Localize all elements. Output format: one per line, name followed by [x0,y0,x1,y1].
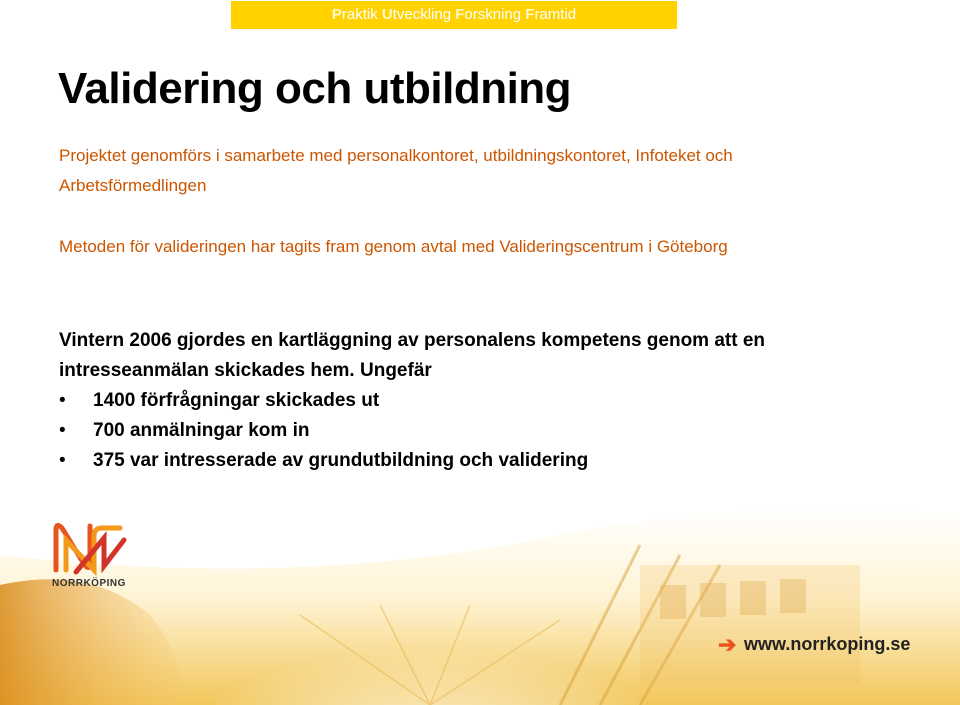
bullet-icon: • [59,420,66,441]
arrow-right-icon: ➔ [718,632,737,657]
tagline-cap: F [525,6,535,23]
tagline-word: tveckling [392,6,456,23]
bullet-list [59,386,919,476]
tagline-word: orskning [464,6,526,23]
bullet-text: 375 var intresserade av grundutbildning och validering [93,450,589,471]
list-item [59,416,919,446]
tagline-bar [231,1,677,29]
list-item [59,386,919,416]
bullet-icon: • [59,450,66,471]
tagline-word: raktik [341,6,382,23]
survey-block [59,326,919,476]
slide-title: Validering och utbildning [58,64,572,113]
bullet-text: 700 anmälningar kom in [93,420,310,441]
norrkoping-logo-icon [50,518,130,576]
list-item [59,446,919,476]
website-link[interactable]: www.norrkoping.se [744,634,911,654]
paragraph-collaboration: Projektet genomförs i samarbete med personalkontoret, utbildningskontoret, Infoteket och Arbetsförmedlingen [59,146,733,195]
paragraph-survey: Vintern 2006 gjordes en kartläggning av personalens kompetens genom att en intresseanmälan skickades hem. Ungefär [59,330,766,381]
paragraph-method: Metoden för valideringen har tagits fram genom avtal med Valideringscentrum i Göteborg [59,237,728,256]
logo-label: NORRKÖPING [52,578,126,589]
bullet-text: 1400 förfrågningar skickades ut [93,390,380,411]
tagline-cap: F [455,6,465,23]
tagline-cap: P [331,6,342,23]
footer-photo-background [0,495,960,705]
tagline-cap: U [381,6,393,23]
bullet-icon: • [59,390,66,411]
tagline-word: ramtid [534,6,577,23]
